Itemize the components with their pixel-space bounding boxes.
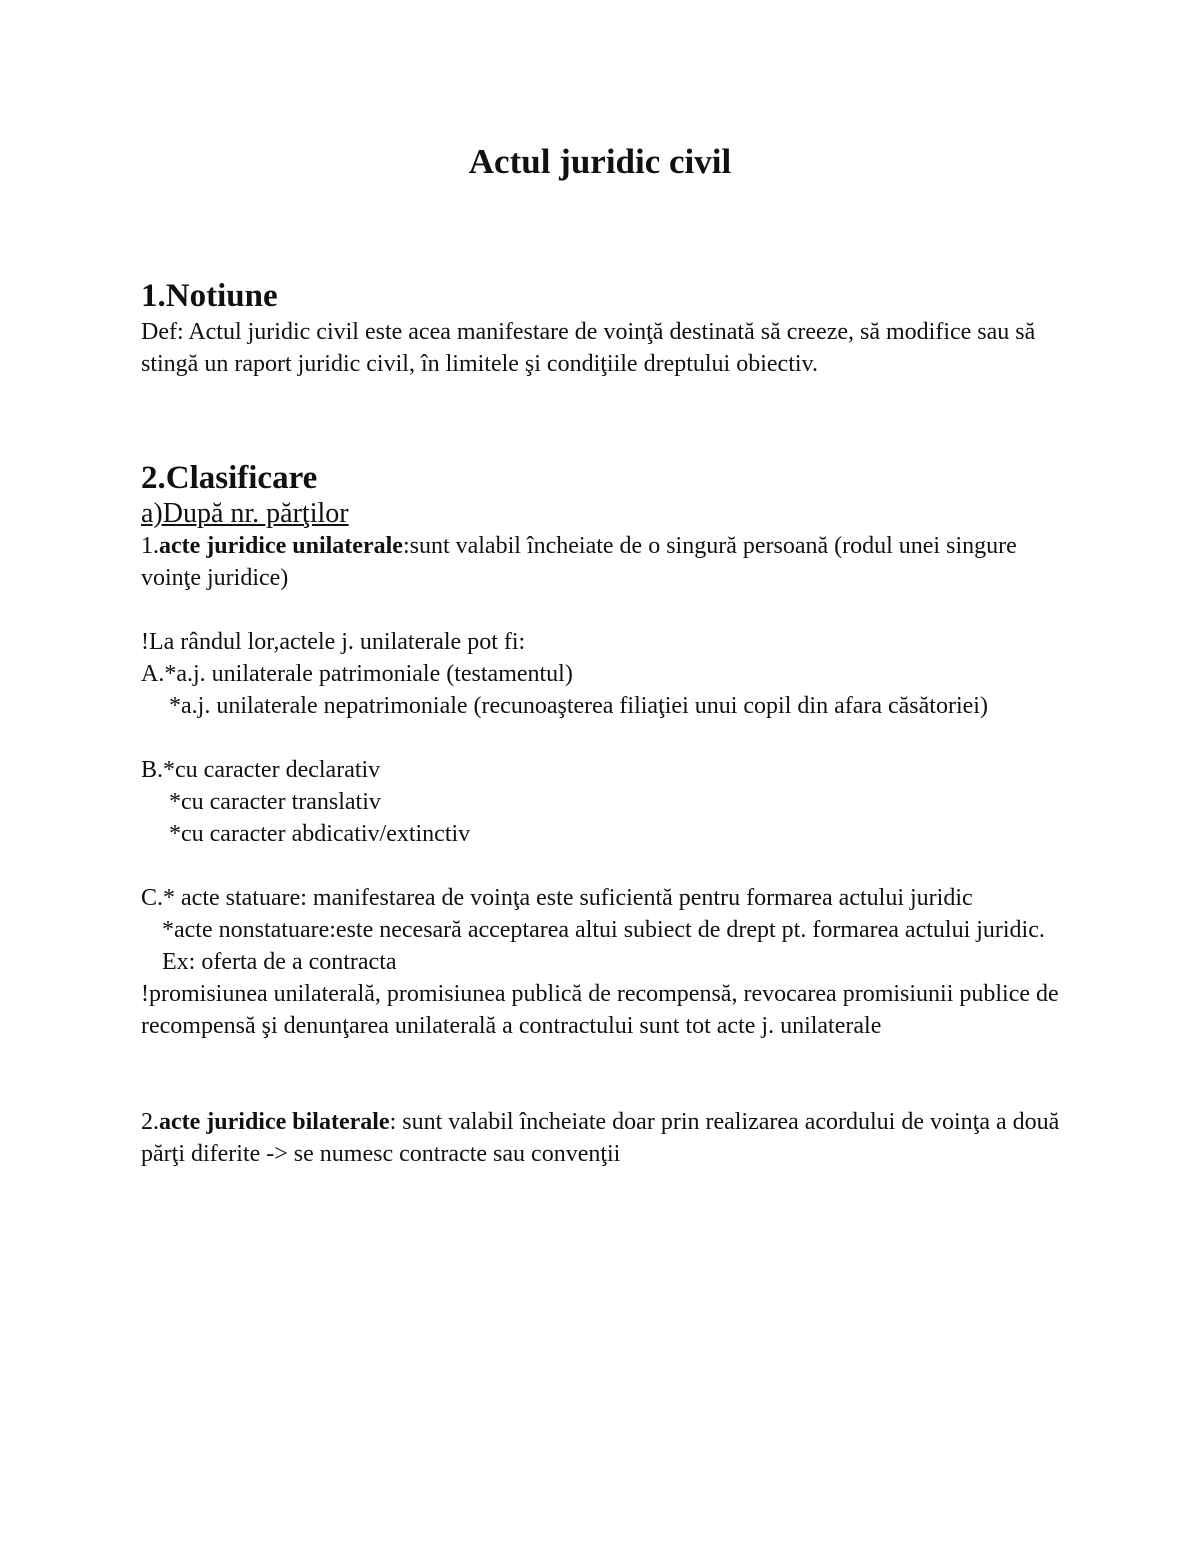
section-heading-notiune: 1.Notiune xyxy=(141,278,278,314)
document-title: Actul juridic civil xyxy=(468,142,732,181)
list-item-b1: B.*cu caracter declarativ xyxy=(141,757,381,783)
list-item-b3: *cu caracter abdicativ/extinctiv xyxy=(169,821,471,847)
definition-paragraph: Def: Actul juridic civil este acea manifestare de voinţă destinată să creeze, să modifice sau să stingă un raport juridic civil, în limitele şi condiţiile dreptului obiectiv. xyxy=(141,319,1036,377)
section-heading-clasificare: 2.Clasificare xyxy=(141,460,318,496)
bilateral-acts-text: : sunt valabil încheiate doar prin realizarea acordului de voinţa a două părţi diferite -> se numesc contracte sau convenţii xyxy=(141,1109,1060,1167)
list-item-c2: *acte nonstatuare:este necesară acceptarea altui subiect de drept pt. formarea actului juridic. Ex: oferta de a contracta xyxy=(162,917,1045,975)
unilateral-acts-paragraph xyxy=(141,530,1081,594)
term-bilateral-acts: acte juridice bilaterale xyxy=(159,1109,390,1135)
note-unilateral-examples: !promisiunea unilaterală, promisiunea publică de recompensă, revocarea promisiunii publice de recompensă şi denunţarea unilaterală a contractului sunt tot acte j. unilaterale xyxy=(141,981,1059,1039)
term-unilateral-acts: acte juridice unilaterale xyxy=(159,533,403,559)
bilateral-acts-paragraph xyxy=(141,1106,1081,1170)
unilateral-acts-text: :sunt valabil încheiate de o singură persoană (rodul unei singure voinţe juridice) xyxy=(141,533,1017,591)
list-item-b2: *cu caracter translativ xyxy=(169,789,381,815)
item-number: 1. xyxy=(141,533,159,559)
note-unilateral-types: !La rândul lor,actele j. unilaterale pot fi: xyxy=(141,629,526,655)
list-item-a2: *a.j. unilaterale nepatrimoniale (recunoaşterea filiaţiei unui copil din afara căsătoriei) xyxy=(169,693,988,719)
document-body xyxy=(141,276,1081,1170)
subsection-heading-dupa-nr-partilor: a)După nr. părţilor xyxy=(141,498,349,529)
list-item-a1: A.*a.j. unilaterale patrimoniale (testamentul) xyxy=(141,661,573,687)
list-item-c1: C.* acte statuare: manifestarea de voinţa este suficientă pentru formarea actului juridic xyxy=(141,885,973,911)
item-number: 2. xyxy=(141,1109,159,1135)
